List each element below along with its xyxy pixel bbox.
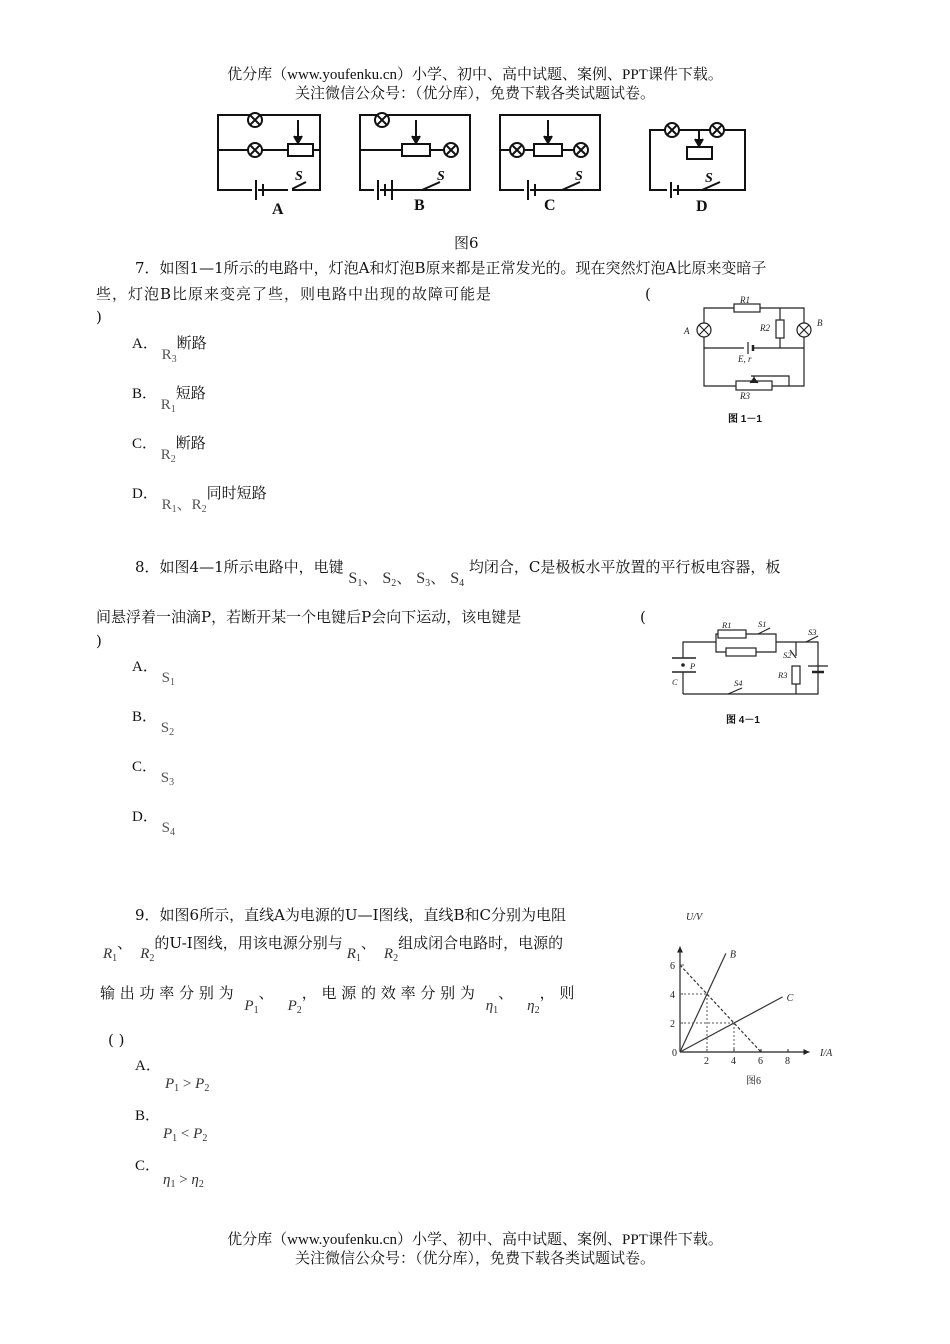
q9-stem-line-3: 输 出 功 率 分 别 为 $P_1$、$P_2$， 电 源 的 效 率 分 别 为 $\eta_1$、$\eta_2$， 则: [100, 984, 575, 1016]
circuit-figure-4-1: [668, 616, 834, 706]
ui-x-tick-label: 2: [704, 1056, 709, 1067]
fig11-er: E, r: [738, 354, 752, 364]
ui-graph-figure-6: [660, 908, 850, 1088]
ui-x-arrow: [804, 1049, 810, 1055]
circuit-a: [218, 113, 320, 200]
q7-stem-line-2: 些，灯泡B比原来变亮了些，则电路中出现的故障可能是: [96, 285, 493, 303]
ui-series-label-c: C: [786, 992, 794, 1004]
circuit-label-d: D: [696, 198, 708, 215]
ui-x-axis-label: I/A: [820, 1048, 833, 1059]
ui-y-arrow: [677, 947, 683, 953]
q7-option-b[interactable]: B． $R_1$短路: [132, 386, 206, 415]
q9-option-c[interactable]: C． $\eta_1 > \eta_2$: [135, 1158, 204, 1190]
switch-label-a: S: [295, 169, 303, 184]
fig41-r1: R1: [722, 620, 732, 630]
ui-y-tick-label: 2: [670, 1019, 675, 1030]
circuit-c: [500, 115, 600, 200]
q8-option-c[interactable]: C． $S_3$: [132, 759, 175, 788]
fig41-caption: 图 4－1: [726, 715, 760, 726]
q8-paren-close: ): [96, 632, 102, 650]
q7-option-c[interactable]: C． $R_2$断路: [132, 436, 206, 465]
circuit-figure-1-1: [676, 296, 838, 424]
fig11-r3: R3: [740, 391, 750, 401]
circuit-figure-6: [210, 110, 755, 222]
circuit-label-a: A: [272, 201, 284, 218]
ui-series-line-c: [680, 997, 783, 1052]
footer-line-1: 优分库（www.youfenku.cn）小学、初中、高中试题、案例、PPT课件下载。: [227, 1232, 723, 1248]
circuit-label-b: B: [414, 197, 425, 214]
q8-paren-open: (: [640, 608, 646, 626]
footer-line-2: 关注微信公众号：（优分库），免费下载各类试题试卷。: [294, 1251, 655, 1267]
fig41-c: C: [672, 677, 678, 687]
fig41-s4: S4: [734, 678, 743, 688]
q7-paren-open: (: [645, 285, 651, 303]
q7-option-d[interactable]: D． $R_1$、$R_2$同时短路: [132, 486, 267, 515]
ui-series-label-b: B: [729, 949, 737, 961]
ui-series-line-b: [680, 953, 726, 1052]
q9-paren: ( ): [108, 1031, 125, 1049]
q9-stem-line-1: 9．如图6所示，直线A为电源的U—I图线，直线B和C分别为电阻: [135, 906, 566, 924]
ui-origin-label: 0: [672, 1048, 677, 1059]
ui-y-tick-label: 4: [670, 990, 675, 1001]
fig41-p: P: [690, 661, 696, 671]
circuit-b: [360, 113, 470, 200]
header-line-1: 优分库（www.youfenku.cn）小学、初中、高中试题、案例、PPT课件下载。: [227, 67, 723, 83]
q8-stem-line-1: 8．如图4—1所示电路中，电键 $S_1$、 $S_2$、 $S_3$、 $S_4$ 均闭合，C是极板水平放置的平行板电容器，板: [135, 558, 781, 589]
fig41-s1: S1: [758, 619, 767, 629]
ui-x-tick-label: 8: [785, 1056, 790, 1067]
switch-label-b: S: [437, 169, 445, 184]
q7-option-a[interactable]: A． $R_3$断路: [132, 336, 207, 365]
q8-option-b[interactable]: B． $S_2$: [132, 709, 175, 738]
circuit-d: [650, 123, 745, 200]
ui-x-tick-label: 6: [758, 1056, 763, 1067]
ui-y-axis-label: U/V: [686, 912, 703, 923]
ui-y-tick-label: 6: [670, 961, 675, 972]
fig41-s3: S3: [808, 627, 817, 637]
ui-series-line-a: [680, 965, 761, 1052]
fig11-b: B: [817, 318, 823, 328]
ui-chart-caption: 图6: [746, 1076, 761, 1087]
q7-stem-line-1: 7．如图1—1所示的电路中，灯泡A和灯泡B原来都是正常发光的。现在突然灯泡A比原来变暗子: [135, 259, 767, 277]
switch-label-d: S: [705, 171, 713, 186]
header-line-2: 关注微信公众号：（优分库），免费下载各类试题试卷。: [294, 86, 655, 102]
fig41-r3: R3: [778, 670, 788, 680]
ui-x-tick-label: 4: [731, 1056, 736, 1067]
fig41-s2: S2: [783, 650, 792, 660]
q9-option-a[interactable]: A． $P_1 > P_2$: [135, 1058, 210, 1094]
fig11-a: A: [684, 326, 690, 336]
switch-label-c: S: [575, 169, 583, 184]
q9-option-b[interactable]: B． $P_1 < P_2$: [135, 1108, 208, 1144]
figure-6-caption: 图6: [454, 234, 479, 252]
fig11-r1: R1: [740, 296, 750, 305]
q8-option-d[interactable]: D． $S_4$: [132, 809, 175, 838]
circuit-label-c: C: [544, 197, 556, 214]
q8-stem-line-2: 间悬浮着一油滴P，若断开某一个电键后P会向下运动，该电键是: [96, 608, 522, 626]
fig11-r2: R2: [760, 323, 770, 333]
q9-stem-line-2: $R_1$、$R_2$的U-I图线，用该电源分别与$R_1$、$R_2$组成闭合电路时，电源的: [103, 934, 564, 964]
q8-option-a[interactable]: A． $S_1$: [132, 659, 175, 688]
q7-paren-close: ): [96, 308, 102, 326]
fig11-caption: 图 1－1: [728, 414, 762, 425]
